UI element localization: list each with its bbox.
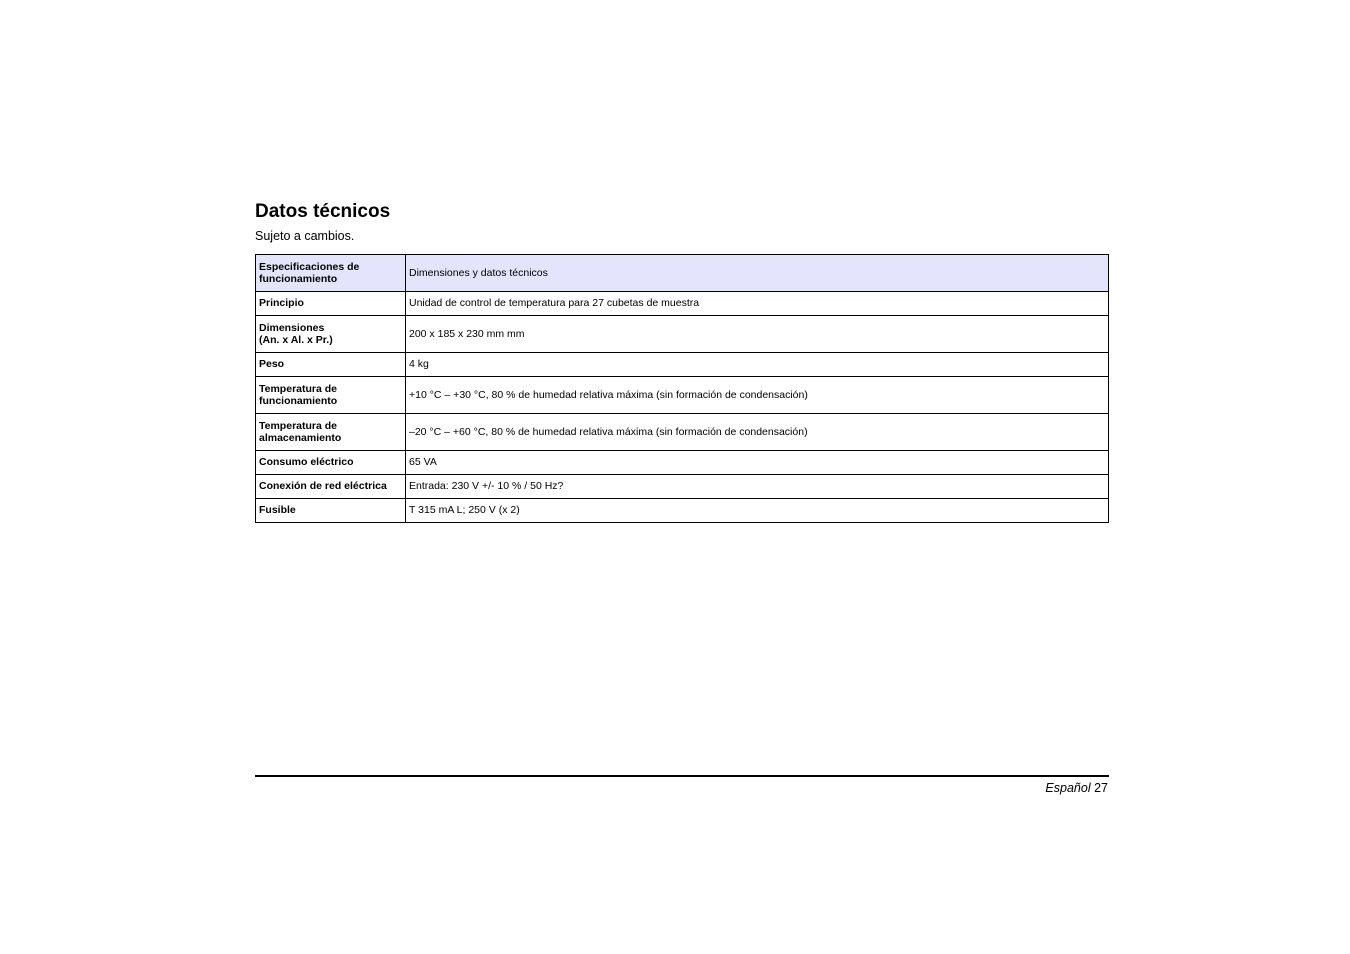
row-label: Conexión de red eléctrica [256, 475, 406, 499]
table-header-row [256, 255, 1109, 292]
row-value: 65 VA [406, 451, 1109, 475]
row-value: 200 x 185 x 230 mm mm [406, 316, 1109, 353]
table-row [256, 377, 1109, 414]
row-value: Unidad de control de temperatura para 27 cubetas de muestra [406, 292, 1109, 316]
row-value: T 315 mA L; 250 V (x 2) [406, 499, 1109, 523]
footer-divider [255, 775, 1109, 777]
table-row [256, 451, 1109, 475]
row-label: Principio [256, 292, 406, 316]
page-subtitle: Sujeto a cambios. [255, 229, 355, 243]
table-row [256, 414, 1109, 451]
technical-data-table [255, 254, 1109, 523]
row-label: Temperatura de almacenamiento [256, 414, 406, 451]
table-row [256, 316, 1109, 353]
header-label-cell: Especificaciones de funcionamiento [256, 255, 406, 292]
row-label: Temperatura de funcionamiento [256, 377, 406, 414]
row-label-line: Dimensiones [259, 321, 325, 334]
table-row [256, 475, 1109, 499]
page-title: Datos técnicos [255, 201, 391, 222]
row-label [256, 316, 406, 353]
row-value: –20 °C – +60 °C, 80 % de humedad relativa máxima (sin formación de condensación) [406, 414, 1109, 451]
table-row [256, 353, 1109, 377]
row-value: +10 °C – +30 °C, 80 % de humedad relativa máxima (sin formación de condensación) [406, 377, 1109, 414]
footer-language: Español [1045, 781, 1091, 795]
row-label: Peso [256, 353, 406, 377]
header-value-cell: Dimensiones y datos técnicos [406, 255, 1109, 292]
row-label: Fusible [256, 499, 406, 523]
row-value: Entrada: 230 V +/- 10 % / 50 Hz? [406, 475, 1109, 499]
page-footer [1045, 780, 1108, 796]
row-label: Consumo eléctrico [256, 451, 406, 475]
footer-page-number: 27 [1094, 781, 1108, 795]
row-label-line: (An. x Al. x Pr.) [259, 334, 333, 346]
table-row [256, 499, 1109, 523]
table-row [256, 292, 1109, 316]
row-value: 4 kg [406, 353, 1109, 377]
